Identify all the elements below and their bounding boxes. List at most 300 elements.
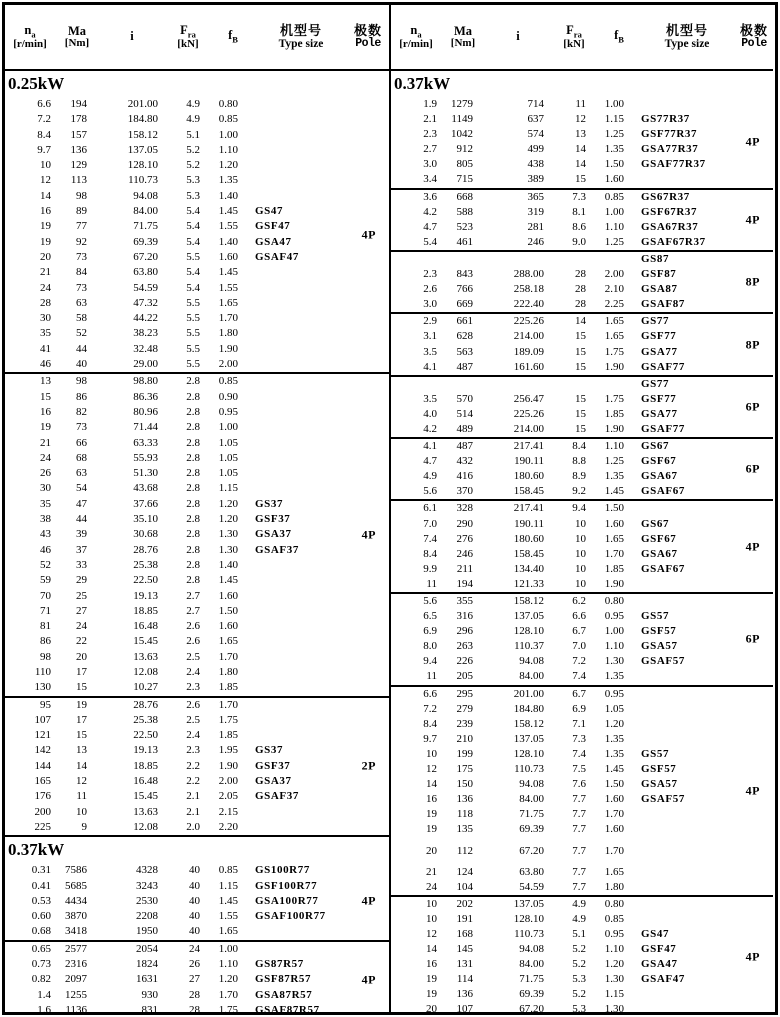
table-row: [391, 469, 773, 484]
cell-fb: 0.95: [218, 405, 238, 418]
cell-i: 3243: [136, 879, 158, 892]
cell-fra: 2.1: [186, 790, 200, 803]
cell-model: [255, 374, 347, 389]
cell-fra: 40: [189, 864, 200, 877]
cell-model: [255, 189, 347, 204]
cell-na: 6.6: [37, 98, 51, 110]
cell-na: 7.2: [37, 113, 51, 126]
cell-i: 2054: [136, 942, 158, 955]
cell-ma: 14: [76, 759, 87, 772]
table-row: [5, 128, 389, 143]
cell-model: GSF57: [641, 763, 677, 776]
cell-na: 14: [40, 189, 51, 202]
cell-ma: 39: [76, 528, 87, 541]
col-header-type-size: 机型号 Type size: [278, 23, 324, 50]
cell-i: 499: [527, 143, 544, 156]
cell-na: 121: [34, 729, 51, 742]
cell-na: 43: [40, 528, 51, 541]
cell-model: [255, 619, 347, 634]
cell-i: 12.08: [133, 665, 158, 678]
cell-i: 190.11: [514, 517, 544, 530]
cell-na: 0.31: [31, 864, 51, 877]
cell-model: GSF87R57: [255, 973, 312, 986]
cell-fb: 1.80: [218, 327, 238, 340]
cell-na: 20: [40, 250, 51, 263]
cell-fb: 1.40: [218, 558, 238, 571]
cell-na: 107: [34, 713, 51, 726]
cell-i: 256.47: [513, 392, 544, 405]
cell-i: 84.00: [519, 958, 544, 971]
cell-i: 32.48: [133, 342, 158, 355]
cell-i: 134.40: [513, 562, 544, 575]
table-row: [5, 558, 389, 573]
cell-fb: [597, 377, 641, 392]
cell-fb: 1.65: [604, 865, 624, 878]
table-row: [391, 532, 773, 547]
cell-i: 161.60: [513, 360, 544, 373]
cell-na: 12: [426, 927, 437, 940]
cell-na: 70: [40, 589, 51, 602]
cell-fb: 1.20: [604, 717, 624, 730]
cell-i: 137.05: [513, 610, 544, 623]
cell-fb: 1.90: [218, 342, 238, 355]
cell-i: 67.20: [133, 250, 158, 263]
cell-i: 714: [527, 98, 544, 110]
table-row: [391, 880, 773, 895]
cell-i: 63.33: [133, 436, 158, 449]
cell-fra: 7.4: [572, 747, 586, 760]
cell-na: 38: [40, 513, 51, 526]
table-row: [5, 665, 389, 680]
cell-ma: 10: [76, 805, 87, 818]
pole-count-label: 4P: [745, 212, 760, 227]
cell-fb: 1.90: [604, 577, 624, 590]
cell-na: 26: [40, 467, 51, 480]
table-row: [391, 235, 773, 250]
table-row: [391, 624, 773, 639]
cell-i: 30.68: [133, 528, 158, 541]
cell-na: 6.6: [423, 687, 437, 700]
cell-fra: 40: [189, 910, 200, 923]
cell-fra: 7.6: [572, 778, 586, 791]
cell-model: GSA67: [641, 547, 678, 560]
cell-fb: 1.05: [218, 451, 238, 464]
cell-na: 176: [34, 790, 51, 803]
cell-fra: 5.2: [572, 958, 586, 971]
cell-fra: 7.3: [572, 732, 586, 745]
cell-na: 46: [40, 543, 51, 556]
spec-section: [391, 592, 773, 685]
cell-i: 19.13: [133, 744, 158, 757]
cell-ma: 92: [76, 235, 87, 248]
cell-model: [255, 728, 347, 743]
cell-model: GSAF77: [641, 422, 685, 435]
cell-i: 158.12: [513, 717, 544, 730]
cell-na: 3.6: [423, 190, 437, 203]
table-row: [391, 687, 773, 702]
cell-fb: 0.80: [604, 897, 624, 910]
cell-na: 52: [40, 558, 51, 571]
cell-fra: 15: [575, 173, 586, 186]
cell-i: 25.38: [133, 558, 158, 571]
cell-i: 22.50: [133, 574, 158, 587]
cell-fb: 1.20: [218, 973, 238, 986]
cell-ma: 17: [76, 713, 87, 726]
cell-ma: 432: [456, 455, 473, 468]
cell-ma: 668: [456, 190, 473, 203]
cell-ma: 205: [456, 670, 473, 683]
cell-fra: 15: [575, 360, 586, 373]
cell-model: GS47: [641, 927, 670, 940]
cell-fra: 4.9: [572, 897, 586, 910]
cell-fra: 4.9: [186, 98, 200, 110]
cell-fb: 2.00: [218, 358, 238, 371]
cell-na: 28: [40, 296, 51, 309]
spec-section: [5, 940, 389, 1012]
table-row: [391, 844, 773, 859]
cell-ma: 9: [81, 820, 87, 833]
cell-i: 94.08: [519, 778, 544, 791]
cell-model: [255, 924, 347, 939]
cell-i: 225.26: [513, 315, 544, 328]
cell-fb: 1.10: [218, 958, 238, 971]
cell-model: GS77: [641, 377, 670, 390]
cell-fb: 1.85: [218, 681, 238, 694]
table-row: [391, 127, 773, 142]
table-row: [5, 158, 389, 173]
table-row: [5, 1003, 389, 1012]
cell-i: 63.80: [133, 266, 158, 279]
table-row: [5, 143, 389, 158]
cell-na: 9.4: [423, 655, 437, 668]
cell-i: 158.45: [513, 485, 544, 498]
cell-ma: 766: [456, 283, 473, 296]
cell-fra: 5.5: [186, 250, 200, 263]
cell-model: [255, 296, 347, 311]
cell-i: 18.85: [133, 604, 158, 617]
cell-fb: 1.15: [604, 988, 624, 1001]
cell-ma: 118: [456, 808, 473, 821]
cell-ma: 1136: [65, 1003, 87, 1012]
cell-ma: 175: [456, 763, 473, 776]
table-row: [391, 407, 773, 422]
cell-fb: 0.85: [218, 864, 238, 877]
table-row: [5, 219, 389, 234]
cell-model: GSF47: [255, 220, 291, 233]
cell-ma: 210: [456, 732, 473, 745]
table-row: [5, 112, 389, 127]
cell-fb: 1.75: [218, 713, 238, 726]
table-row: [391, 654, 773, 669]
cell-i: 189.09: [513, 345, 544, 358]
table-row: [391, 190, 773, 205]
cell-i: 128.10: [513, 747, 544, 760]
cell-i: 121.33: [513, 577, 544, 590]
cell-i: 84.00: [519, 793, 544, 806]
table-row: [391, 97, 773, 112]
cell-i: 1824: [136, 958, 158, 971]
cell-model: [641, 669, 733, 684]
cell-i: 214.00: [513, 422, 544, 435]
cell-fb: 1.45: [218, 205, 238, 218]
cell-fra: [551, 252, 597, 267]
cell-fra: 2.6: [186, 635, 200, 648]
cell-ma: 805: [456, 158, 473, 171]
table-row: [391, 912, 773, 927]
cell-na: 71: [40, 604, 51, 617]
cell-fb: 1.65: [604, 315, 624, 328]
cell-ma: 4434: [65, 894, 87, 907]
cell-model: GSF67: [641, 532, 677, 545]
cell-fra: 2.8: [186, 513, 200, 526]
cell-na: 3.5: [423, 345, 437, 358]
table-row: [5, 863, 389, 878]
table-row: [5, 879, 389, 894]
cell-fb: 1.15: [604, 113, 624, 126]
cell-na: [391, 252, 441, 267]
table-row: [5, 296, 389, 311]
cell-i: 80.96: [133, 405, 158, 418]
cell-model: GSA77: [641, 407, 678, 420]
cell-ma: [441, 252, 485, 267]
cell-fra: 2.5: [186, 650, 200, 663]
cell-model: GSA77R37: [641, 143, 699, 156]
cell-na: 4.0: [423, 407, 437, 420]
table-row: [391, 1002, 773, 1012]
cell-i: 225.26: [513, 407, 544, 420]
cell-model: [255, 558, 347, 573]
cell-i: 190.11: [514, 455, 544, 468]
cell-na: 2.6: [423, 283, 437, 296]
cell-model: GSAF87: [641, 298, 685, 311]
cell-fb: 1.70: [604, 808, 624, 821]
cell-na: 21: [40, 436, 51, 449]
cell-fb: 0.95: [604, 687, 624, 700]
cell-ma: 570: [456, 392, 473, 405]
cell-fb: 1.90: [604, 422, 624, 435]
cell-fb: 1.30: [604, 1003, 624, 1012]
cell-i: 94.08: [519, 943, 544, 956]
cell-ma: 112: [456, 844, 473, 857]
cell-i: 137.05: [127, 143, 158, 156]
table-row: [391, 501, 773, 516]
cell-fb: 1.30: [604, 655, 624, 668]
cell-fra: 4.9: [186, 113, 200, 126]
cell-fb: 1.45: [218, 266, 238, 279]
table-row: [5, 789, 389, 804]
cell-i: 43.68: [133, 482, 158, 495]
power-rating-heading: 0.25kW: [8, 74, 65, 93]
table-row: [391, 927, 773, 942]
table-row: [391, 297, 773, 312]
cell-ma: 199: [456, 747, 473, 760]
cell-ma: 487: [456, 360, 473, 373]
cell-na: 110: [34, 665, 51, 678]
cell-ma: 416: [456, 470, 473, 483]
cell-fra: 7.1: [572, 717, 586, 730]
cell-fb: 1.20: [218, 513, 238, 526]
cell-i: 110.73: [514, 763, 544, 776]
cell-na: 6.5: [423, 610, 437, 623]
cell-fb: 1.10: [604, 440, 624, 453]
table-row: [5, 759, 389, 774]
cell-i: 184.80: [127, 113, 158, 126]
cell-ma: 135: [456, 823, 473, 836]
cell-ma: 1042: [451, 128, 473, 141]
cell-ma: 157: [70, 128, 87, 141]
cell-fra: 5.3: [572, 973, 586, 986]
table-row: [391, 639, 773, 654]
cell-ma: 20: [76, 650, 87, 663]
cell-ma: 202: [456, 897, 473, 910]
table-row: [5, 189, 389, 204]
cell-fra: 2.8: [186, 405, 200, 418]
cell-fra: 5.3: [186, 189, 200, 202]
spec-section: [391, 250, 773, 312]
cell-na: 0.68: [31, 925, 51, 938]
cell-ma: 295: [456, 687, 473, 700]
cell-i: 69.39: [133, 235, 158, 248]
cell-na: 7.2: [423, 702, 437, 715]
cell-ma: 296: [456, 625, 473, 638]
cell-na: 30: [40, 312, 51, 325]
cell-fra: 5.4: [186, 220, 200, 233]
cell-i: 44.22: [133, 312, 158, 325]
cell-ma: 13: [76, 744, 87, 757]
cell-fra: 5.2: [186, 143, 200, 156]
cell-model: GSAF57: [641, 655, 685, 668]
cell-model: GSF100R77: [255, 879, 318, 892]
cell-ma: 15: [76, 729, 87, 742]
cell-na: 19: [426, 823, 437, 836]
cell-na: 16: [40, 205, 51, 218]
cell-na: 3.0: [423, 158, 437, 171]
cell-model: GS77: [641, 315, 670, 328]
cell-model: GSA77: [641, 345, 678, 358]
cell-model: [255, 173, 347, 188]
cell-i: 2208: [136, 910, 158, 923]
cell-na: 1.9: [423, 98, 437, 110]
pole-count-label: 8P: [745, 337, 760, 351]
cell-fb: 1.50: [604, 158, 624, 171]
cell-ma: 63: [76, 296, 87, 309]
table-row: [391, 454, 773, 469]
cell-ma: 68: [76, 451, 87, 464]
cell-ma: 114: [456, 973, 473, 986]
cell-fra: 27: [189, 973, 200, 986]
cell-i: 35.10: [133, 513, 158, 526]
right-column-body: [391, 71, 773, 1012]
cell-na: 19: [426, 988, 437, 1001]
table-row: [5, 390, 389, 405]
cell-model: GSF77R37: [641, 128, 698, 141]
spec-section: [391, 188, 773, 250]
cell-model: [255, 942, 347, 957]
cell-ma: 7586: [65, 864, 87, 877]
cell-fb: 1.75: [218, 1003, 238, 1012]
cell-ma: 489: [456, 422, 473, 435]
cell-fra: 2.6: [186, 620, 200, 633]
cell-fb: 1.45: [604, 763, 624, 776]
cell-fra: 6.7: [572, 625, 586, 638]
cell-i: 54.59: [519, 880, 544, 893]
cell-i: 22.50: [133, 729, 158, 742]
cell-model: [255, 650, 347, 665]
table-row: [391, 807, 773, 822]
cell-i: 71.44: [133, 421, 158, 434]
cell-fra: 2.8: [186, 558, 200, 571]
cell-model: GSF57: [641, 625, 677, 638]
cell-na: 7.0: [423, 517, 437, 530]
cell-fb: 0.80: [218, 98, 238, 110]
pole-count-label: 4P: [361, 972, 376, 987]
cell-fra: 2.8: [186, 390, 200, 403]
cell-model: GSF37: [255, 759, 291, 772]
table-row: [391, 252, 773, 267]
cell-na: 9.7: [423, 732, 437, 745]
cell-model: [255, 713, 347, 728]
cell-na: 2.3: [423, 128, 437, 141]
cell-ma: 33: [76, 558, 87, 571]
cell-ma: 3870: [65, 910, 87, 923]
cell-fra: 4.9: [572, 912, 586, 925]
cell-ma: 129: [70, 159, 87, 172]
table-row: [5, 774, 389, 789]
right-page-column: [389, 5, 773, 1012]
cell-ma: 63: [76, 467, 87, 480]
cell-i: 637: [527, 113, 544, 126]
cell-model: GSAF77R37: [641, 158, 706, 171]
cell-i: 10.27: [133, 681, 158, 694]
cell-i: 13.63: [133, 650, 158, 663]
cell-i: 574: [527, 128, 544, 141]
cell-fra: 40: [189, 894, 200, 907]
cell-model: [255, 436, 347, 451]
cell-na: 12: [40, 174, 51, 187]
table-row: [391, 205, 773, 220]
cell-fb: 1.85: [604, 562, 624, 575]
cell-fb: 0.95: [604, 610, 624, 623]
cell-fra: 2.3: [186, 681, 200, 694]
table-row: [5, 680, 389, 695]
cell-fra: 10: [575, 547, 586, 560]
cell-fb: 1.10: [604, 640, 624, 653]
cell-i: [485, 252, 551, 267]
cell-na: 1.4: [37, 988, 51, 1001]
cell-model: GSAF67R37: [641, 235, 706, 248]
cell-ma: 37: [76, 543, 87, 556]
table-row: [391, 942, 773, 957]
cell-model: [255, 604, 347, 619]
cell-model: [641, 880, 733, 895]
cell-fra: 2.8: [186, 436, 200, 449]
cell-i: 201.00: [513, 687, 544, 700]
cell-i: 71.75: [519, 973, 544, 986]
cell-na: 2.9: [423, 315, 437, 328]
cell-na: 10: [426, 747, 437, 760]
col-header-na: $n_a$ [r/min]: [13, 22, 47, 50]
cell-fb: 1.30: [218, 543, 238, 556]
table-row: [5, 909, 389, 924]
table-row: [5, 204, 389, 219]
cell-fb: 1.30: [604, 973, 624, 986]
cell-na: 10: [426, 912, 437, 925]
cell-model: GSA37: [255, 528, 292, 541]
cell-fb: 2.15: [218, 805, 238, 818]
cell-fb: 1.35: [604, 470, 624, 483]
table-row: [5, 405, 389, 420]
cell-ma: 22: [76, 635, 87, 648]
